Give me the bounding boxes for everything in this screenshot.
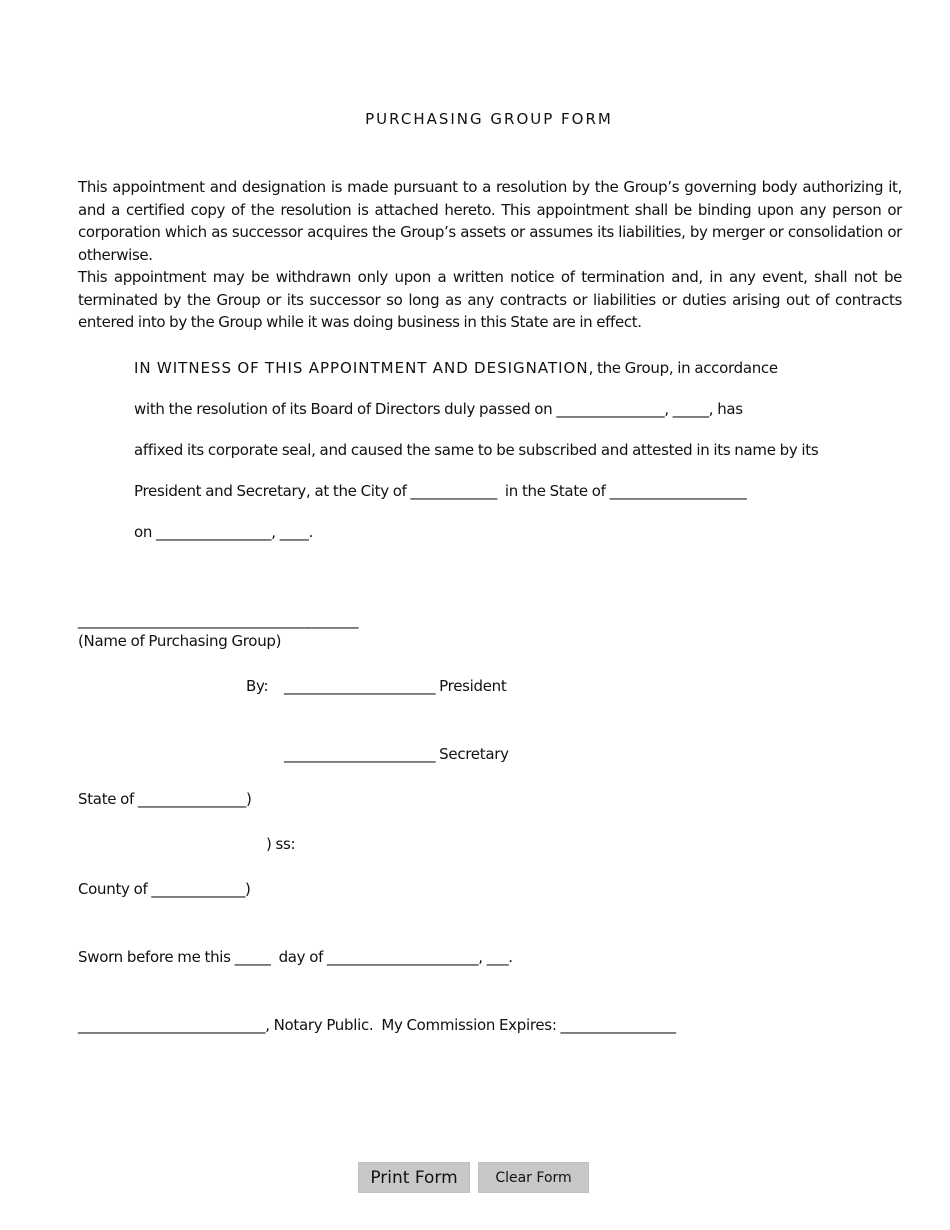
- witness-heading: IN WITNESS OF THIS APPOINTMENT AND DESIGNATION: [134, 359, 589, 377]
- president-signature-field[interactable]: _____________________ President: [284, 677, 507, 695]
- state-field[interactable]: State of _______________): [78, 790, 252, 808]
- by-label: By:: [246, 677, 269, 695]
- witness-line-2[interactable]: with the resolution of its Board of Directors duly passed on _______________, _____, has: [134, 400, 743, 418]
- clear-form-button[interactable]: Clear Form: [478, 1162, 589, 1193]
- county-field[interactable]: County of _____________): [78, 880, 251, 898]
- notary-field[interactable]: __________________________, Notary Public. My Commission Expires: ________________: [78, 1016, 676, 1034]
- secretary-signature-field[interactable]: _____________________ Secretary: [284, 745, 509, 763]
- group-name-label: (Name of Purchasing Group): [78, 632, 282, 650]
- witness-line-4[interactable]: President and Secretary, at the City of ____________ in the State of ___________________: [134, 482, 747, 500]
- witness-line-3: affixed its corporate seal, and caused the same to be subscribed and attested in its name by its: [134, 441, 819, 459]
- group-name-field[interactable]: ____________________________________: [78, 611, 359, 629]
- witness-line-1-rest: , the Group, in accordance: [588, 359, 778, 377]
- form-title: PURCHASING GROUP FORM: [365, 110, 613, 128]
- paragraph-withdrawal: This appointment may be withdrawn only upon a written notice of termination and, in any event, shall not be terminated by the Group or its successor so long as any contracts or liabilities or duties arising out of contracts entered into by the Group while it was doing business in this State are in effect.: [78, 268, 902, 332]
- ss-label: ) ss:: [266, 835, 296, 853]
- sworn-field[interactable]: Sworn before me this _____ day of _____________________, ___.: [78, 948, 513, 966]
- witness-line-1: [134, 359, 778, 377]
- witness-line-5[interactable]: on ________________, ____.: [134, 523, 313, 541]
- print-form-button[interactable]: Print Form: [358, 1162, 470, 1193]
- paragraph-appointment: This appointment and designation is made pursuant to a resolution by the Group’s governing body authorizing it, and a certified copy of the resolution is attached hereto. This appointment shall be binding upon any person or corporation which as successor acquires the Group’s assets or assumes its liabilities, by merger or consolidation or otherwise.: [78, 178, 902, 265]
